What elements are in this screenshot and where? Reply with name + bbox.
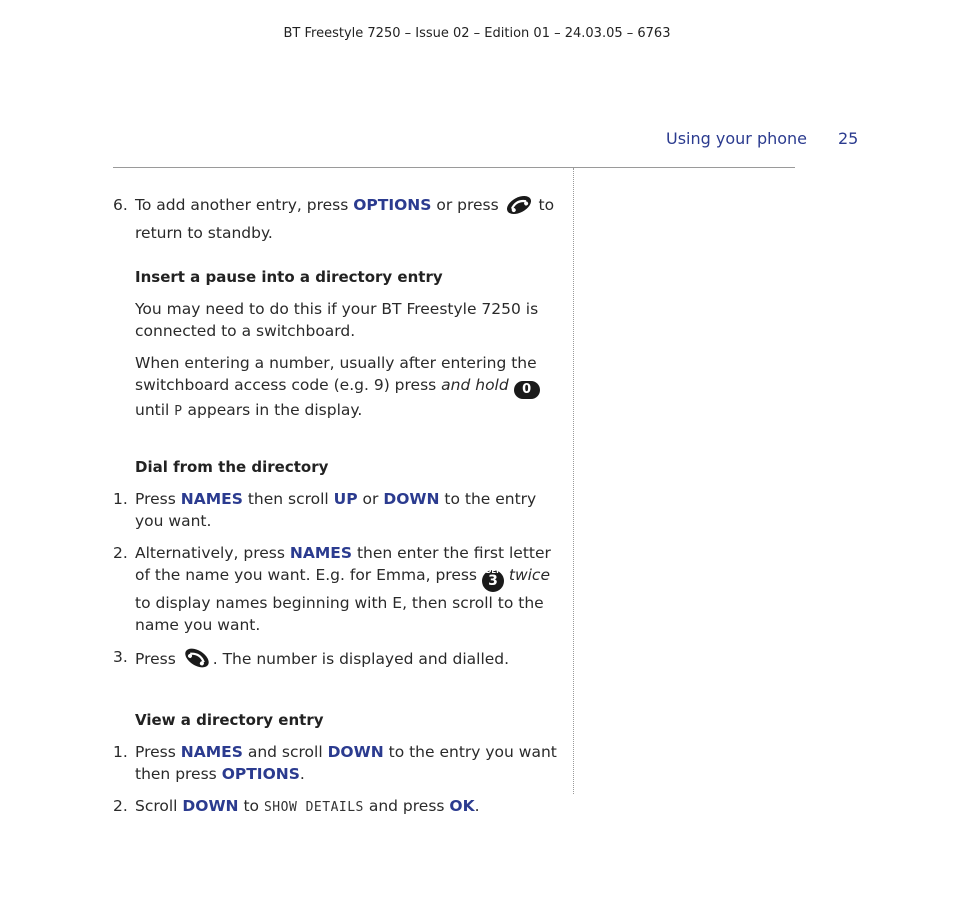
view-step-1: 1. Press NAMES and scroll DOWN to the entry you want then press OPTIONS. [113,743,557,783]
heading-insert-pause: Insert a pause into a directory entry [135,268,443,286]
phone-hangup-icon [504,194,534,222]
display-text: P [174,404,183,419]
header-rule [113,167,795,168]
pause-paragraph-1: You may need to do this if your BT Freestyle 7250 is connected to a switchboard. [135,300,539,340]
step-number: 6. [113,196,128,214]
view-step-2: 2. Scroll DOWN to SHOW DETAILS and press OK. [113,797,480,815]
key-3-icon: 3 DEF [482,570,504,592]
pause-paragraph-2: When entering a number, usually after entering the switchboard access code (e.g. 9) press and hold 0 until P appears in the display. [113,352,563,423]
phone-talk-icon [181,646,213,676]
dial-step-2: 2. Alternatively, press NAMES then enter the first letter of the name you want. E.g. for Emma, press 3 DEF twice to display names beginning with E, then scroll to the name you want. [113,544,551,634]
step-add-another-entry: 6. To add another entry, press OPTIONS or press to return to standby. [113,194,563,244]
section-title: Using your phone [666,129,808,148]
options-keyword: OPTIONS [353,196,432,214]
page-number: 25 [838,129,859,148]
heading-dial-from-directory: Dial from the directory [135,458,329,476]
key-0-icon: 0 [514,381,540,399]
main-content [113,194,563,819]
dial-step-3: 3. Press . The number is displayed and dialled. [113,646,563,676]
column-divider [573,168,574,794]
display-text: SHOW DETAILS [263,800,364,815]
heading-view-entry: View a directory entry [135,711,324,729]
dial-step-1: 1. Press NAMES then scroll UP or DOWN to the entry you want. [113,490,537,530]
document-header: BT Freestyle 7250 – Issue 02 – Edition 01 – 24.03.05 – 6763 [283,26,671,41]
